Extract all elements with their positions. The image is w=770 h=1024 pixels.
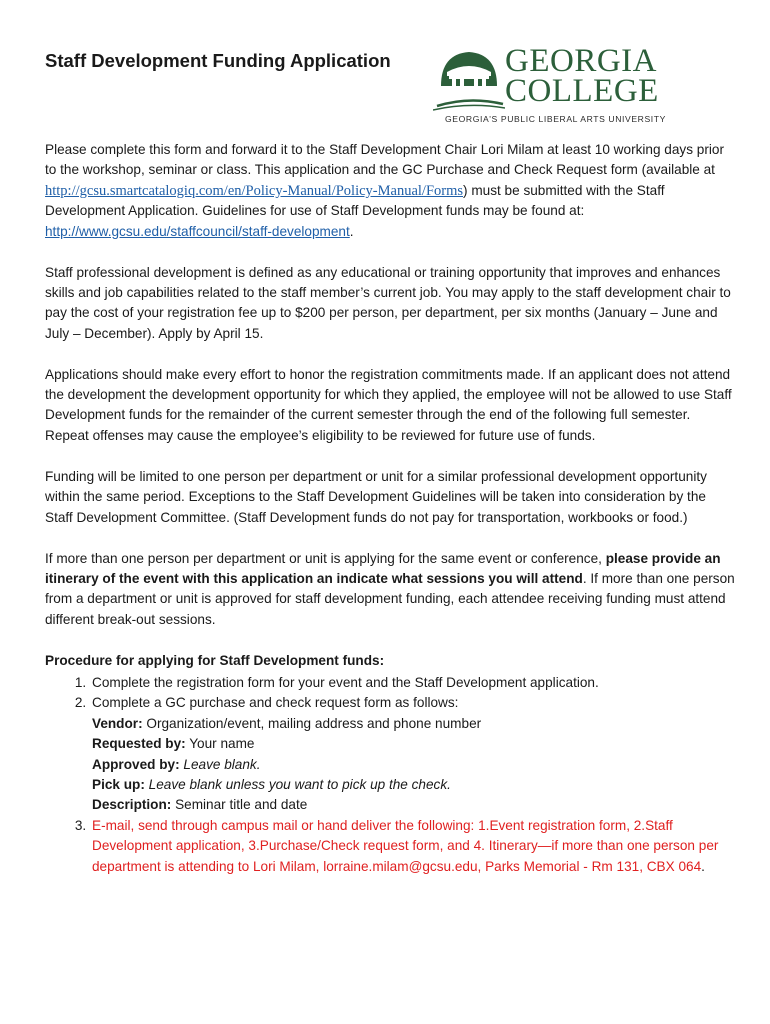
pickup-label: Pick up: [92,777,145,793]
staff-development-link[interactable]: http://www.gcsu.edu/staffcouncil/staff-development [45,223,350,239]
itinerary-text-a: If more than one person per department or unit is applying for the same event or conference, [45,550,606,566]
procedure-step-3 [90,816,735,877]
procedure-list [45,673,735,877]
logo-tagline: GEORGIA'S PUBLIC LIBERAL ARTS UNIVERSITY [445,114,666,124]
vendor-value: Organization/event, mailing address and phone number [142,715,482,731]
requested-value: Your name [185,736,255,752]
funding-limit-paragraph: Funding will be limited to one person per department or unit for a similar professional development opportunity within the same period. Exceptions to the Staff Development Guidelines will be taken into consideration by the Staff Development Committee. (Staff Development funds do not pay for transportation, workbooks or food.) [45,468,707,525]
logo-wordmark [505,43,659,109]
forms-link[interactable]: http://gcsu.smartcatalogiq.com/en/Policy-Manual/Policy-Manual/Forms [45,182,464,199]
description-line [92,795,735,815]
step-3-end: . [701,858,705,874]
attendance-paragraph: Applications should make every effort to honor the registration commitments made. If an applicant does not attend the development the development opportunity for which they applied, the employee will not be allowed to use Staff Development funds for the remainder of the current semester through the end of the following full semester. Repeat offenses may cause the employee’s eligibility to be reviewed for future use of funds. [45,366,732,443]
step-3-text: E-mail, send through campus mail or hand deliver the following: 1.Event registration form, 2.Staff Development application, 3.Purchase/Check request form, and 4. Itinerary—if more than one person per department is attending to Lori Milam, lorraine.milam@gcsu.edu, Parks Memorial - Rm 131, CBX 064 [92,817,719,874]
intro-paragraph [45,140,735,242]
intro-text-c: . [349,223,354,239]
intro-text-b: ) must be submitted with the Staff Development Application. Guidelines for use of Staff Development funds may be found at: [45,182,665,219]
vendor-line [92,714,735,734]
description-label: Description: [92,797,172,813]
procedure-heading: Procedure for applying for Staff Development funds: [45,652,385,668]
requested-label: Requested by: [92,736,186,752]
georgia-college-logo [433,44,673,128]
step-2-text: Complete a GC purchase and check request form as follows: [92,695,459,711]
approved-line [92,755,735,775]
requested-line [92,734,735,754]
description-value: Seminar title and date [171,797,308,813]
vendor-label: Vendor: [92,715,143,731]
itinerary-bold: please provide an itinerary of the event with this application an indicate what sessions you will attend [45,550,721,586]
itinerary-paragraph [45,549,735,631]
intro-text-a: Please complete this form and forward it to the Staff Development Chair Lori Milam at least 10 working days prior to the workshop, seminar or class. This application and the GC Purchase and Check Request form (available at [45,142,724,178]
itinerary-text-b: . If more than one person from a department or unit is approved for staff development funding, each attendee receiving funding must attend different break-out sessions. [45,570,735,627]
procedure-step-1: 1. Complete the registration form for your event and the Staff Development application. [90,673,735,693]
approved-label: Approved by: [92,756,180,772]
logo-line-college: COLLEGE [505,73,659,109]
definition-paragraph: Staff professional development is defined as any educational or training opportunity that improves and enhances skills and job capabilities related to the staff member’s current job. You may apply to the staff development chair to pay the cost of your registration fee up to $200 per person, per department, per six months (January – June and July – December). Apply by April 15. [45,264,731,341]
pickup-line [92,775,735,795]
pickup-value: Leave blank unless you want to pick up the check. [148,777,451,793]
application-body [45,140,735,877]
logo-line-georgia: GEORGIA [505,43,657,79]
procedure-step-2 [90,693,735,815]
building-emblem-icon [433,46,505,112]
page-title: Staff Development Funding Application [45,50,391,71]
approved-value: Leave blank. [183,756,261,772]
